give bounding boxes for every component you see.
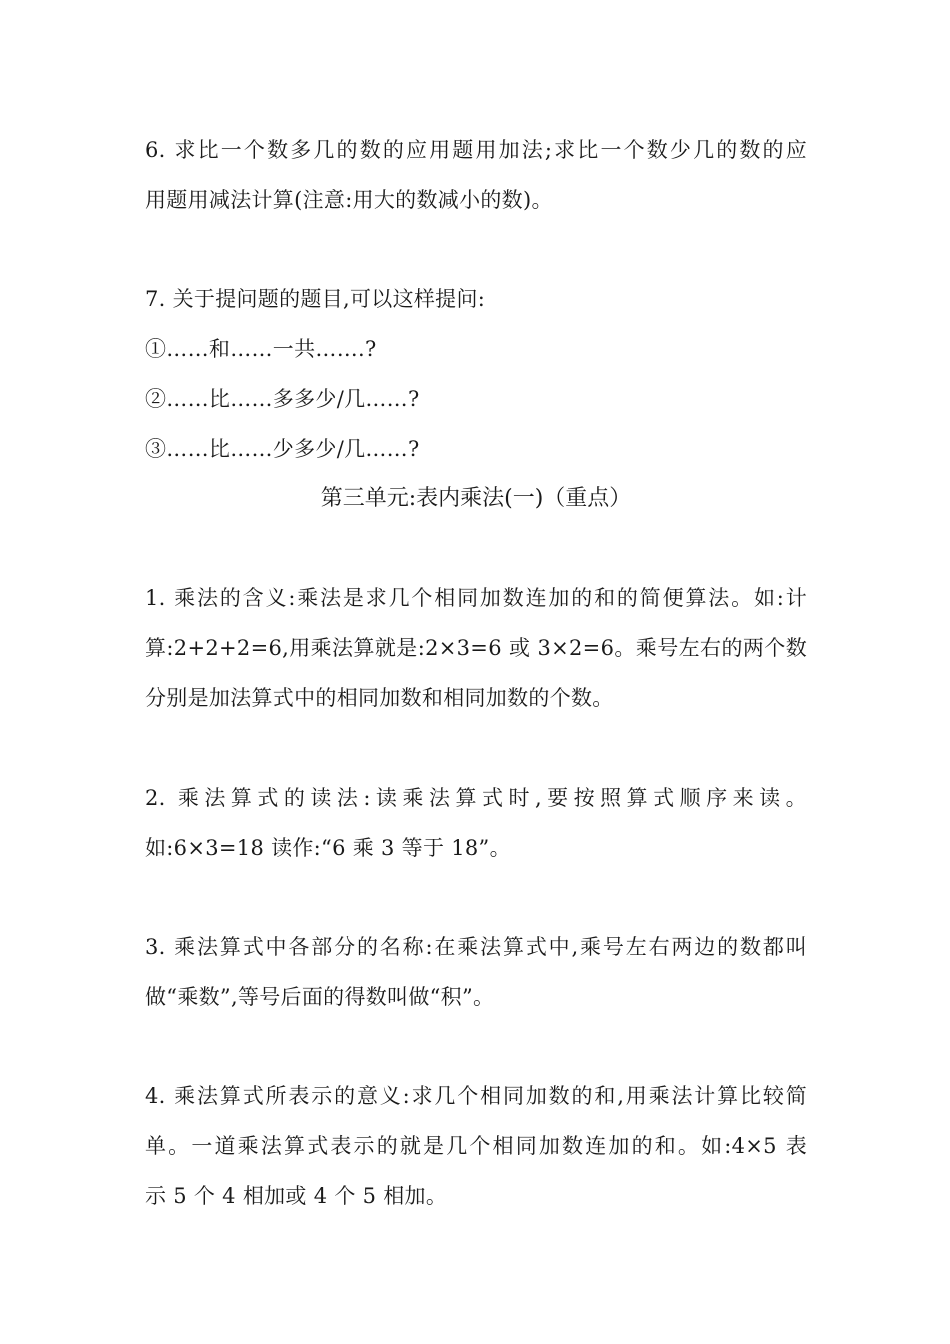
point3-line2: 做“乘数”,等号后面的得数叫做“积”。 [145, 985, 495, 1009]
item6-line1: 6. 求比一个数多几的数的应用题用加法;求比一个数少几的数的应 [145, 138, 807, 162]
point2-line2: 如:6×3=18 读作:“6 乘 3 等于 18”。 [145, 836, 511, 860]
section-heading: 第三单元:表内乘法(一)（重点） [320, 486, 632, 511]
point4-line1: 4. 乘法算式所表示的意义:求几个相同加数的和,用乘法计算比较简 [145, 1084, 807, 1108]
item7-title: 7. 关于提问题的题目,可以这样提问: [145, 287, 486, 311]
item7-option-3: ③……比……少多少/几……? [145, 437, 420, 461]
item7-option-1: ①……和……一共…….? [145, 337, 377, 361]
point1-line2: 算:2+2+2=6,用乘法算就是:2×3=6 或 3×2=6。乘号左右的两个数 [145, 636, 807, 660]
point2-line1: 2. 乘法算式的读法:读乘法算式时,要按照算式顺序来读。 [145, 786, 807, 810]
item6-line2: 用题用减法计算(注意:用大的数减小的数)。 [145, 188, 553, 212]
point1-line3: 分别是加法算式中的相同加数和相同加数的个数。 [145, 686, 614, 710]
point4-line3: 示 5 个 4 相加或 4 个 5 相加。 [145, 1184, 448, 1208]
point4-line2: 单。一道乘法算式表示的就是几个相同加数连加的和。如:4×5 表 [145, 1134, 807, 1158]
point3-line1: 3. 乘法算式中各部分的名称:在乘法算式中,乘号左右两边的数都叫 [145, 935, 807, 959]
item7-option-2: ②……比……多多少/几……? [145, 387, 420, 411]
point1-line1: 1. 乘法的含义:乘法是求几个相同加数连加的和的简便算法。如:计 [145, 586, 807, 610]
